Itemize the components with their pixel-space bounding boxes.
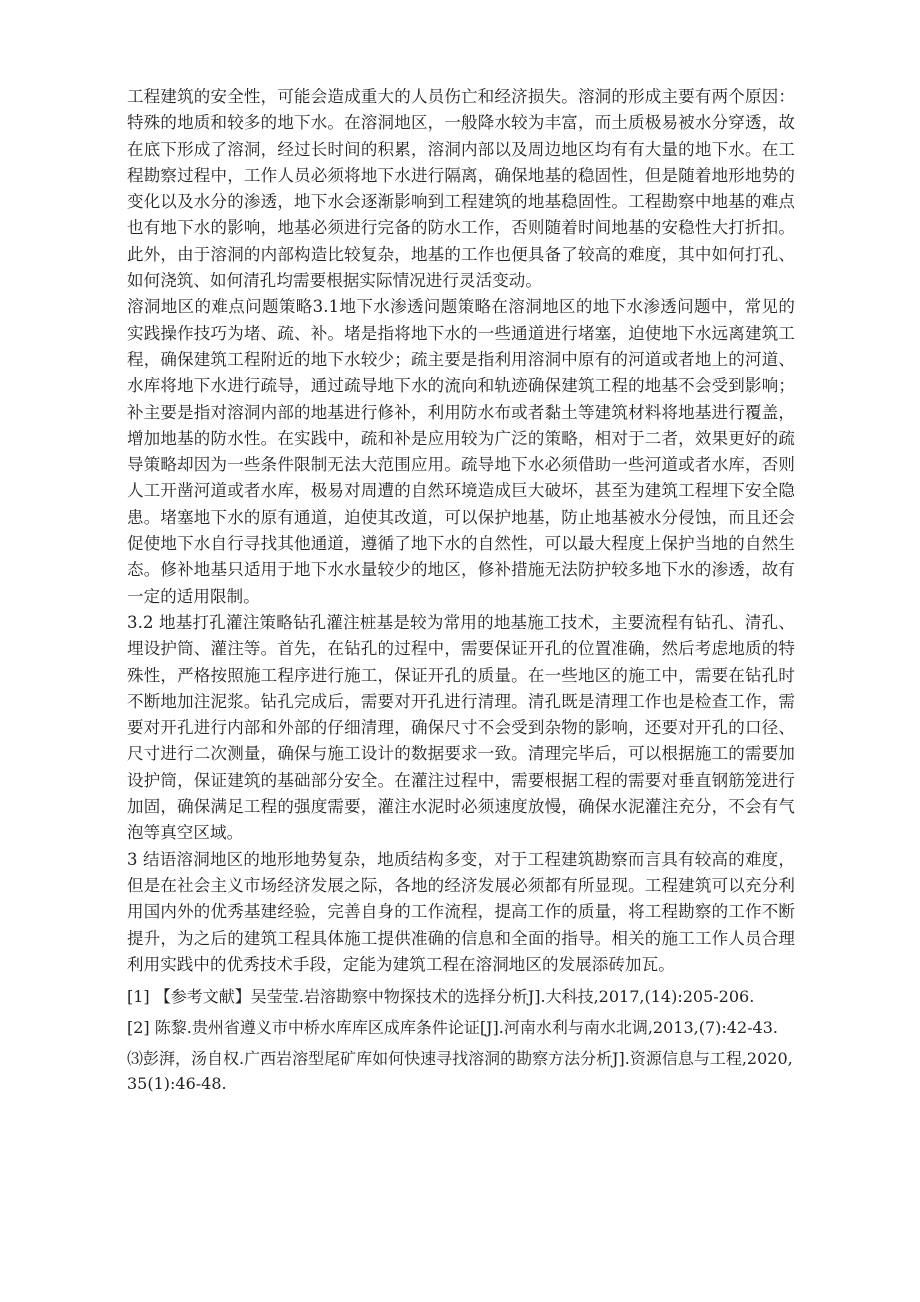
paragraph-seepage-strategy: 溶洞地区的难点问题策略3.1地下水渗透问题策略在溶洞地区的地下水渗透问题中，常见的实践操作技巧为堵、疏、补。堵是指将地下水的一些通道进行堵塞，迫使地下水远离建筑工程，确保建筑工程附近的地下水较少；疏主要是指利用溶洞中原有的河道或者地上的河道、水库将地下水进行疏导，通过疏导地下水的流向和轨迹确保建筑工程的地基不会受到影响；补主要是指对溶洞内部的地基进行修补，利用防水布或者黏土等建筑材料将地基进行覆盖，增加地基的防水性。在实践中，疏和补是应用较为广泛的策略，相对于二者，效果更好的疏导策略却因为一些条件限制无法大范围应用。疏导地下水必须借助一些河道或者水库，否则人工开凿河道或者水库，极易对周遭的自然环境造成巨大破坏，甚至为建筑工程埋下安全隐患。堵塞地下水的原有通道，迫使其改道，可以保护地基，防止地基被水分侵蚀，而且还会促使地下水自行寻找其他通道，遵循了地下水的自然性，可以最大程度上保护当地的自然生态。修补地基只适用于地下水水量较少的地区，修补措施无法防护较多地下水的渗透，故有一定的适用限制。 bbox=[127, 297, 795, 606]
reference-list bbox=[127, 984, 795, 1096]
paragraph-groundwater-intro: 工程建筑的安全性，可能会造成重大的人员伤亡和经济损失。溶洞的形成主要有两个原因：特殊的地质和较多的地下水。在溶洞地区，一般降水较为丰富，而土质极易被水分穿透，故在底下形成了溶洞，经过长时间的积累，溶洞内部以及周边地区均有有大量的地下水。在工程勘察过程中，工作人员必须将地下水进行隔离，确保地基的稳固性，但是随着地形地势的变化以及水分的渗透，地下水会逐渐影响到工程建筑的地基稳固性。工程勘察中地基的难点也有地下水的影响，地基必须进行完备的防水工作，否则随着时间地基的安稳性大打折扣。此外，由于溶洞的内部构造比较复杂，地基的工作也便具备了较高的难度，其中如何打孔、如何浇筑、如何清孔均需要根据实际情况进行灵活变动。 bbox=[127, 87, 795, 291]
reference-item-3: ⑶彭湃，汤自权.广西岩溶型尾矿库如何快速寻找溶洞的勘察方法分析J].资源信息与工程,2020,35(1):46-48. bbox=[127, 1049, 793, 1094]
paragraph-drilling-strategy: 3.2 地基打孔灌注策略钻孔灌注桩基是较为常用的地基施工技术，主要流程有钻孔、清孔、埋设护筒、灌注等。首先，在钻孔的过程中，需要保证开孔的位置准确，然后考虑地质的特殊性，严格按照施工程序进行施工，保证开孔的质量。在一些地区的施工中，需要在钻孔时不断地加注泥浆。钻孔完成后，需要对开孔进行清理。清孔既是清理工作也是检查工作，需要对开孔进行内部和外部的仔细清理，确保尺寸不会受到杂物的影响，还要对开孔的口径、尺寸进行二次测量，确保与施工设计的数据要求一致。清理完毕后，可以根据施工的需要加设护筒，保证建筑的基础部分安全。在灌注过程中，需要根据工程的需要对垂直钢筋笼进行加固，确保满足工程的强度需要，灌注水泥时必须速度放慢，确保水泥灌注充分，不会有气泡等真空区域。 bbox=[127, 612, 795, 843]
reference-item-1: [1] 【参考文献】吴莹莹.岩溶勘察中物探技术的选择分析J].大科技,2017,(14):205-206. bbox=[127, 987, 755, 1007]
paragraph-conclusion: 3 结语溶洞地区的地形地势复杂，地质结构多变，对于工程建筑勘察而言具有较高的难度，但是在社会主义市场经济发展之际，各地的经济发展必须都有所显现。工程建筑可以充分利用国内外的优秀基建经验，完善自身的工作流程，提高工作的质量，将工程勘察的工作不断提升，为之后的建筑工程具体施工提供准确的信息和全面的指导。相关的施工工作人员合理利用实践中的优秀技术手段，定能为建筑工程在溶洞地区的发展添砖加瓦。 bbox=[127, 849, 795, 974]
reference-item-2: [2] 陈黎.贵州省遵义市中桥水库库区成库条件论证[J].河南水利与南水北调,2013,(7):42-43. bbox=[127, 1018, 778, 1038]
document-body bbox=[127, 84, 795, 1102]
